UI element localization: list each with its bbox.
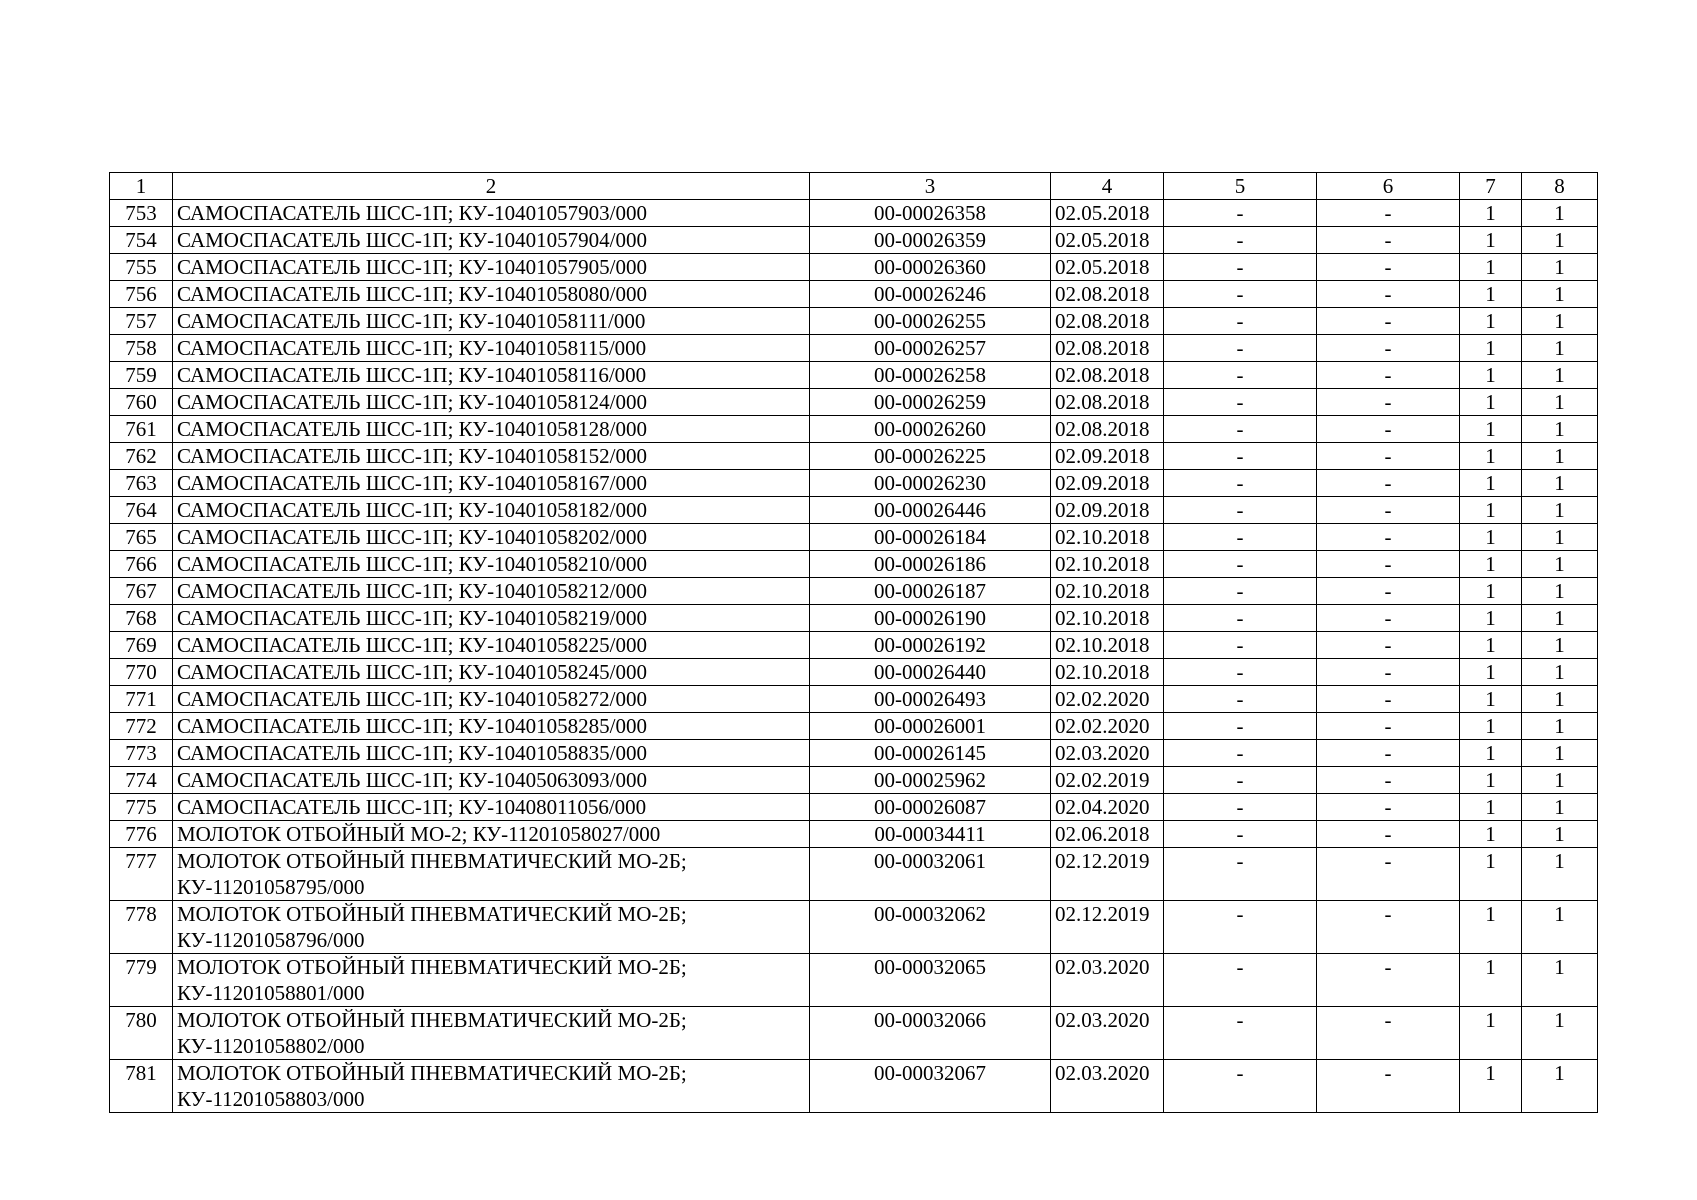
col5-value: - xyxy=(1164,954,1317,1007)
col8-value: 1 xyxy=(1522,335,1598,362)
col6-value: - xyxy=(1317,740,1460,767)
item-name: САМОСПАСАТЕЛЬ ШСС-1П; КУ-10401058285/000 xyxy=(173,713,810,740)
table-row xyxy=(110,1060,1598,1113)
row-number: 777 xyxy=(110,848,173,901)
inventory-code: 00-00026087 xyxy=(810,794,1051,821)
table-row xyxy=(110,524,1598,551)
column-header-4: 4 xyxy=(1051,173,1164,200)
col7-value: 1 xyxy=(1460,389,1522,416)
row-number: 769 xyxy=(110,632,173,659)
row-number: 762 xyxy=(110,443,173,470)
inventory-code: 00-00026358 xyxy=(810,200,1051,227)
item-name: САМОСПАСАТЕЛЬ ШСС-1П; КУ-10401058210/000 xyxy=(173,551,810,578)
inventory-code: 00-00026440 xyxy=(810,659,1051,686)
table-row xyxy=(110,767,1598,794)
col7-value: 1 xyxy=(1460,254,1522,281)
row-number: 760 xyxy=(110,389,173,416)
date: 02.08.2018 xyxy=(1051,335,1164,362)
col8-value: 1 xyxy=(1522,740,1598,767)
col7-value: 1 xyxy=(1460,416,1522,443)
row-number: 776 xyxy=(110,821,173,848)
table-row xyxy=(110,335,1598,362)
col8-value: 1 xyxy=(1522,524,1598,551)
item-name: МОЛОТОК ОТБОЙНЫЙ МО-2; КУ-11201058027/000 xyxy=(173,821,810,848)
date: 02.09.2018 xyxy=(1051,470,1164,497)
col5-value: - xyxy=(1164,632,1317,659)
header-row xyxy=(110,173,1598,200)
table-row xyxy=(110,254,1598,281)
table-row xyxy=(110,954,1598,1007)
col5-value: - xyxy=(1164,497,1317,524)
inventory-code: 00-00026359 xyxy=(810,227,1051,254)
col8-value: 1 xyxy=(1522,605,1598,632)
inventory-code: 00-00032066 xyxy=(810,1007,1051,1060)
row-number: 764 xyxy=(110,497,173,524)
col5-value: - xyxy=(1164,605,1317,632)
item-name: САМОСПАСАТЕЛЬ ШСС-1П; КУ-10401058115/000 xyxy=(173,335,810,362)
inventory-code: 00-00026246 xyxy=(810,281,1051,308)
col5-value: - xyxy=(1164,524,1317,551)
table-row xyxy=(110,578,1598,605)
column-header-8: 8 xyxy=(1522,173,1598,200)
table-row xyxy=(110,497,1598,524)
table-row xyxy=(110,713,1598,740)
row-number: 766 xyxy=(110,551,173,578)
col8-value: 1 xyxy=(1522,578,1598,605)
col6-value: - xyxy=(1317,954,1460,1007)
row-number: 771 xyxy=(110,686,173,713)
row-number: 753 xyxy=(110,200,173,227)
col6-value: - xyxy=(1317,200,1460,227)
column-header-6: 6 xyxy=(1317,173,1460,200)
item-name: САМОСПАСАТЕЛЬ ШСС-1П; КУ-10401058202/000 xyxy=(173,524,810,551)
table-row xyxy=(110,1007,1598,1060)
inventory-code: 00-00026145 xyxy=(810,740,1051,767)
date: 02.08.2018 xyxy=(1051,362,1164,389)
table-row xyxy=(110,821,1598,848)
col6-value: - xyxy=(1317,308,1460,335)
date: 02.03.2020 xyxy=(1051,954,1164,1007)
col5-value: - xyxy=(1164,767,1317,794)
table-row xyxy=(110,416,1598,443)
item-name: САМОСПАСАТЕЛЬ ШСС-1П; КУ-10401058116/000 xyxy=(173,362,810,389)
col5-value: - xyxy=(1164,308,1317,335)
col8-value: 1 xyxy=(1522,227,1598,254)
date: 02.10.2018 xyxy=(1051,578,1164,605)
col5-value: - xyxy=(1164,713,1317,740)
col6-value: - xyxy=(1317,335,1460,362)
inventory-code: 00-00026230 xyxy=(810,470,1051,497)
table-row xyxy=(110,551,1598,578)
col6-value: - xyxy=(1317,416,1460,443)
item-name: САМОСПАСАТЕЛЬ ШСС-1П; КУ-10401058245/000 xyxy=(173,659,810,686)
row-number: 761 xyxy=(110,416,173,443)
col7-value: 1 xyxy=(1460,605,1522,632)
row-number: 755 xyxy=(110,254,173,281)
col8-value: 1 xyxy=(1522,551,1598,578)
table-row xyxy=(110,470,1598,497)
date: 02.10.2018 xyxy=(1051,632,1164,659)
item-name: САМОСПАСАТЕЛЬ ШСС-1П; КУ-10401057903/000 xyxy=(173,200,810,227)
col7-value: 1 xyxy=(1460,794,1522,821)
table-row xyxy=(110,686,1598,713)
col7-value: 1 xyxy=(1460,308,1522,335)
inventory-code: 00-00032062 xyxy=(810,901,1051,954)
col8-value: 1 xyxy=(1522,470,1598,497)
col8-value: 1 xyxy=(1522,389,1598,416)
column-header-3: 3 xyxy=(810,173,1051,200)
item-name: САМОСПАСАТЕЛЬ ШСС-1П; КУ-10401058212/000 xyxy=(173,578,810,605)
inventory-code: 00-00026260 xyxy=(810,416,1051,443)
col7-value: 1 xyxy=(1460,659,1522,686)
col5-value: - xyxy=(1164,848,1317,901)
row-number: 780 xyxy=(110,1007,173,1060)
row-number: 767 xyxy=(110,578,173,605)
col7-value: 1 xyxy=(1460,362,1522,389)
row-number: 778 xyxy=(110,901,173,954)
col8-value: 1 xyxy=(1522,416,1598,443)
date: 02.09.2018 xyxy=(1051,497,1164,524)
col8-value: 1 xyxy=(1522,686,1598,713)
col8-value: 1 xyxy=(1522,497,1598,524)
date: 02.10.2018 xyxy=(1051,659,1164,686)
col8-value: 1 xyxy=(1522,1060,1598,1113)
item-name: МОЛОТОК ОТБОЙНЫЙ ПНЕВМАТИЧЕСКИЙ МО-2Б; КУ-11201058803/000 xyxy=(173,1060,810,1113)
item-name: МОЛОТОК ОТБОЙНЫЙ ПНЕВМАТИЧЕСКИЙ МО-2Б; КУ-11201058796/000 xyxy=(173,901,810,954)
col5-value: - xyxy=(1164,254,1317,281)
col8-value: 1 xyxy=(1522,954,1598,1007)
inventory-code: 00-00026258 xyxy=(810,362,1051,389)
col6-value: - xyxy=(1317,713,1460,740)
date: 02.12.2019 xyxy=(1051,901,1164,954)
item-name: САМОСПАСАТЕЛЬ ШСС-1П; КУ-10405063093/000 xyxy=(173,767,810,794)
col6-value: - xyxy=(1317,659,1460,686)
inventory-code: 00-00026192 xyxy=(810,632,1051,659)
item-name: МОЛОТОК ОТБОЙНЫЙ ПНЕВМАТИЧЕСКИЙ МО-2Б; КУ-11201058802/000 xyxy=(173,1007,810,1060)
column-header-2: 2 xyxy=(173,173,810,200)
item-name: САМОСПАСАТЕЛЬ ШСС-1П; КУ-10401057905/000 xyxy=(173,254,810,281)
column-header-5: 5 xyxy=(1164,173,1317,200)
col8-value: 1 xyxy=(1522,901,1598,954)
inventory-code: 00-00026255 xyxy=(810,308,1051,335)
col6-value: - xyxy=(1317,443,1460,470)
col5-value: - xyxy=(1164,551,1317,578)
row-number: 773 xyxy=(110,740,173,767)
date: 02.09.2018 xyxy=(1051,443,1164,470)
item-name: МОЛОТОК ОТБОЙНЫЙ ПНЕВМАТИЧЕСКИЙ МО-2Б; КУ-11201058795/000 xyxy=(173,848,810,901)
col8-value: 1 xyxy=(1522,848,1598,901)
col5-value: - xyxy=(1164,227,1317,254)
item-name: САМОСПАСАТЕЛЬ ШСС-1П; КУ-10401058124/000 xyxy=(173,389,810,416)
inventory-code: 00-00032061 xyxy=(810,848,1051,901)
row-number: 758 xyxy=(110,335,173,362)
col8-value: 1 xyxy=(1522,632,1598,659)
item-name: САМОСПАСАТЕЛЬ ШСС-1П; КУ-10401058182/000 xyxy=(173,497,810,524)
table-row xyxy=(110,362,1598,389)
col5-value: - xyxy=(1164,362,1317,389)
col5-value: - xyxy=(1164,416,1317,443)
col8-value: 1 xyxy=(1522,281,1598,308)
date: 02.03.2020 xyxy=(1051,740,1164,767)
col5-value: - xyxy=(1164,470,1317,497)
col6-value: - xyxy=(1317,794,1460,821)
col6-value: - xyxy=(1317,686,1460,713)
col6-value: - xyxy=(1317,578,1460,605)
item-name: САМОСПАСАТЕЛЬ ШСС-1П; КУ-10401058128/000 xyxy=(173,416,810,443)
inventory-code: 00-00026190 xyxy=(810,605,1051,632)
col7-value: 1 xyxy=(1460,335,1522,362)
inventory-code: 00-00026225 xyxy=(810,443,1051,470)
date: 02.02.2020 xyxy=(1051,713,1164,740)
row-number: 775 xyxy=(110,794,173,821)
col8-value: 1 xyxy=(1522,659,1598,686)
col8-value: 1 xyxy=(1522,794,1598,821)
col7-value: 1 xyxy=(1460,524,1522,551)
col6-value: - xyxy=(1317,1007,1460,1060)
row-number: 770 xyxy=(110,659,173,686)
col6-value: - xyxy=(1317,821,1460,848)
table-row xyxy=(110,794,1598,821)
col5-value: - xyxy=(1164,686,1317,713)
item-name: САМОСПАСАТЕЛЬ ШСС-1П; КУ-10401058835/000 xyxy=(173,740,810,767)
col7-value: 1 xyxy=(1460,281,1522,308)
row-number: 774 xyxy=(110,767,173,794)
row-number: 768 xyxy=(110,605,173,632)
row-number: 781 xyxy=(110,1060,173,1113)
col7-value: 1 xyxy=(1460,686,1522,713)
date: 02.02.2019 xyxy=(1051,767,1164,794)
date: 02.10.2018 xyxy=(1051,605,1164,632)
inventory-code: 00-00026187 xyxy=(810,578,1051,605)
col6-value: - xyxy=(1317,605,1460,632)
col7-value: 1 xyxy=(1460,578,1522,605)
col8-value: 1 xyxy=(1522,713,1598,740)
inventory-code: 00-00032067 xyxy=(810,1060,1051,1113)
col8-value: 1 xyxy=(1522,254,1598,281)
col7-value: 1 xyxy=(1460,227,1522,254)
row-number: 779 xyxy=(110,954,173,1007)
col5-value: - xyxy=(1164,389,1317,416)
col6-value: - xyxy=(1317,767,1460,794)
date: 02.04.2020 xyxy=(1051,794,1164,821)
table-row xyxy=(110,227,1598,254)
col6-value: - xyxy=(1317,227,1460,254)
item-name: САМОСПАСАТЕЛЬ ШСС-1П; КУ-10401058080/000 xyxy=(173,281,810,308)
inventory-code: 00-00034411 xyxy=(810,821,1051,848)
row-number: 756 xyxy=(110,281,173,308)
item-name: МОЛОТОК ОТБОЙНЫЙ ПНЕВМАТИЧЕСКИЙ МО-2Б; КУ-11201058801/000 xyxy=(173,954,810,1007)
col7-value: 1 xyxy=(1460,1060,1522,1113)
col8-value: 1 xyxy=(1522,362,1598,389)
col5-value: - xyxy=(1164,1007,1317,1060)
inventory-code: 00-00026184 xyxy=(810,524,1051,551)
col5-value: - xyxy=(1164,901,1317,954)
column-header-7: 7 xyxy=(1460,173,1522,200)
table-row xyxy=(110,659,1598,686)
col8-value: 1 xyxy=(1522,308,1598,335)
inventory-code: 00-00026446 xyxy=(810,497,1051,524)
date: 02.08.2018 xyxy=(1051,416,1164,443)
table-row xyxy=(110,200,1598,227)
col7-value: 1 xyxy=(1460,740,1522,767)
col7-value: 1 xyxy=(1460,632,1522,659)
row-number: 772 xyxy=(110,713,173,740)
item-name: САМОСПАСАТЕЛЬ ШСС-1П; КУ-10401057904/000 xyxy=(173,227,810,254)
item-name: САМОСПАСАТЕЛЬ ШСС-1П; КУ-10401058225/000 xyxy=(173,632,810,659)
table-row xyxy=(110,632,1598,659)
col6-value: - xyxy=(1317,524,1460,551)
col7-value: 1 xyxy=(1460,443,1522,470)
inventory-code: 00-00026257 xyxy=(810,335,1051,362)
date: 02.05.2018 xyxy=(1051,227,1164,254)
table-row xyxy=(110,281,1598,308)
item-name: САМОСПАСАТЕЛЬ ШСС-1П; КУ-10401058111/000 xyxy=(173,308,810,335)
col7-value: 1 xyxy=(1460,954,1522,1007)
table-row xyxy=(110,740,1598,767)
col5-value: - xyxy=(1164,740,1317,767)
col5-value: - xyxy=(1164,281,1317,308)
col7-value: 1 xyxy=(1460,1007,1522,1060)
row-number: 763 xyxy=(110,470,173,497)
col5-value: - xyxy=(1164,335,1317,362)
col6-value: - xyxy=(1317,389,1460,416)
col7-value: 1 xyxy=(1460,767,1522,794)
col6-value: - xyxy=(1317,254,1460,281)
col7-value: 1 xyxy=(1460,551,1522,578)
table-row xyxy=(110,605,1598,632)
item-name: САМОСПАСАТЕЛЬ ШСС-1П; КУ-10401058272/000 xyxy=(173,686,810,713)
col6-value: - xyxy=(1317,497,1460,524)
row-number: 754 xyxy=(110,227,173,254)
date: 02.02.2020 xyxy=(1051,686,1164,713)
column-header-1: 1 xyxy=(110,173,173,200)
date: 02.06.2018 xyxy=(1051,821,1164,848)
date: 02.03.2020 xyxy=(1051,1007,1164,1060)
date: 02.12.2019 xyxy=(1051,848,1164,901)
col7-value: 1 xyxy=(1460,713,1522,740)
col8-value: 1 xyxy=(1522,443,1598,470)
inventory-code: 00-00026186 xyxy=(810,551,1051,578)
col6-value: - xyxy=(1317,632,1460,659)
inventory-code: 00-00026493 xyxy=(810,686,1051,713)
inventory-code: 00-00026360 xyxy=(810,254,1051,281)
col5-value: - xyxy=(1164,443,1317,470)
table-row xyxy=(110,389,1598,416)
date: 02.10.2018 xyxy=(1051,551,1164,578)
item-name: САМОСПАСАТЕЛЬ ШСС-1П; КУ-10401058167/000 xyxy=(173,470,810,497)
row-number: 759 xyxy=(110,362,173,389)
date: 02.08.2018 xyxy=(1051,389,1164,416)
table-body xyxy=(110,200,1598,1113)
col5-value: - xyxy=(1164,578,1317,605)
col5-value: - xyxy=(1164,794,1317,821)
inventory-code: 00-00025962 xyxy=(810,767,1051,794)
col7-value: 1 xyxy=(1460,200,1522,227)
date: 02.03.2020 xyxy=(1051,1060,1164,1113)
col7-value: 1 xyxy=(1460,901,1522,954)
inventory-table xyxy=(109,172,1598,1113)
col8-value: 1 xyxy=(1522,767,1598,794)
table-row xyxy=(110,443,1598,470)
col6-value: - xyxy=(1317,551,1460,578)
col7-value: 1 xyxy=(1460,821,1522,848)
inventory-code: 00-00026001 xyxy=(810,713,1051,740)
col6-value: - xyxy=(1317,362,1460,389)
col6-value: - xyxy=(1317,1060,1460,1113)
col8-value: 1 xyxy=(1522,1007,1598,1060)
table-row xyxy=(110,848,1598,901)
col7-value: 1 xyxy=(1460,470,1522,497)
item-name: САМОСПАСАТЕЛЬ ШСС-1П; КУ-10401058219/000 xyxy=(173,605,810,632)
col5-value: - xyxy=(1164,200,1317,227)
inventory-code: 00-00026259 xyxy=(810,389,1051,416)
col5-value: - xyxy=(1164,1060,1317,1113)
date: 02.08.2018 xyxy=(1051,308,1164,335)
date: 02.10.2018 xyxy=(1051,524,1164,551)
col5-value: - xyxy=(1164,821,1317,848)
col6-value: - xyxy=(1317,901,1460,954)
table-row xyxy=(110,308,1598,335)
row-number: 757 xyxy=(110,308,173,335)
date: 02.08.2018 xyxy=(1051,281,1164,308)
item-name: САМОСПАСАТЕЛЬ ШСС-1П; КУ-10408011056/000 xyxy=(173,794,810,821)
date: 02.05.2018 xyxy=(1051,200,1164,227)
col8-value: 1 xyxy=(1522,821,1598,848)
col6-value: - xyxy=(1317,470,1460,497)
row-number: 765 xyxy=(110,524,173,551)
col7-value: 1 xyxy=(1460,497,1522,524)
col8-value: 1 xyxy=(1522,200,1598,227)
col6-value: - xyxy=(1317,848,1460,901)
inventory-code: 00-00032065 xyxy=(810,954,1051,1007)
date: 02.05.2018 xyxy=(1051,254,1164,281)
col6-value: - xyxy=(1317,281,1460,308)
col7-value: 1 xyxy=(1460,848,1522,901)
item-name: САМОСПАСАТЕЛЬ ШСС-1П; КУ-10401058152/000 xyxy=(173,443,810,470)
table-row xyxy=(110,901,1598,954)
col5-value: - xyxy=(1164,659,1317,686)
